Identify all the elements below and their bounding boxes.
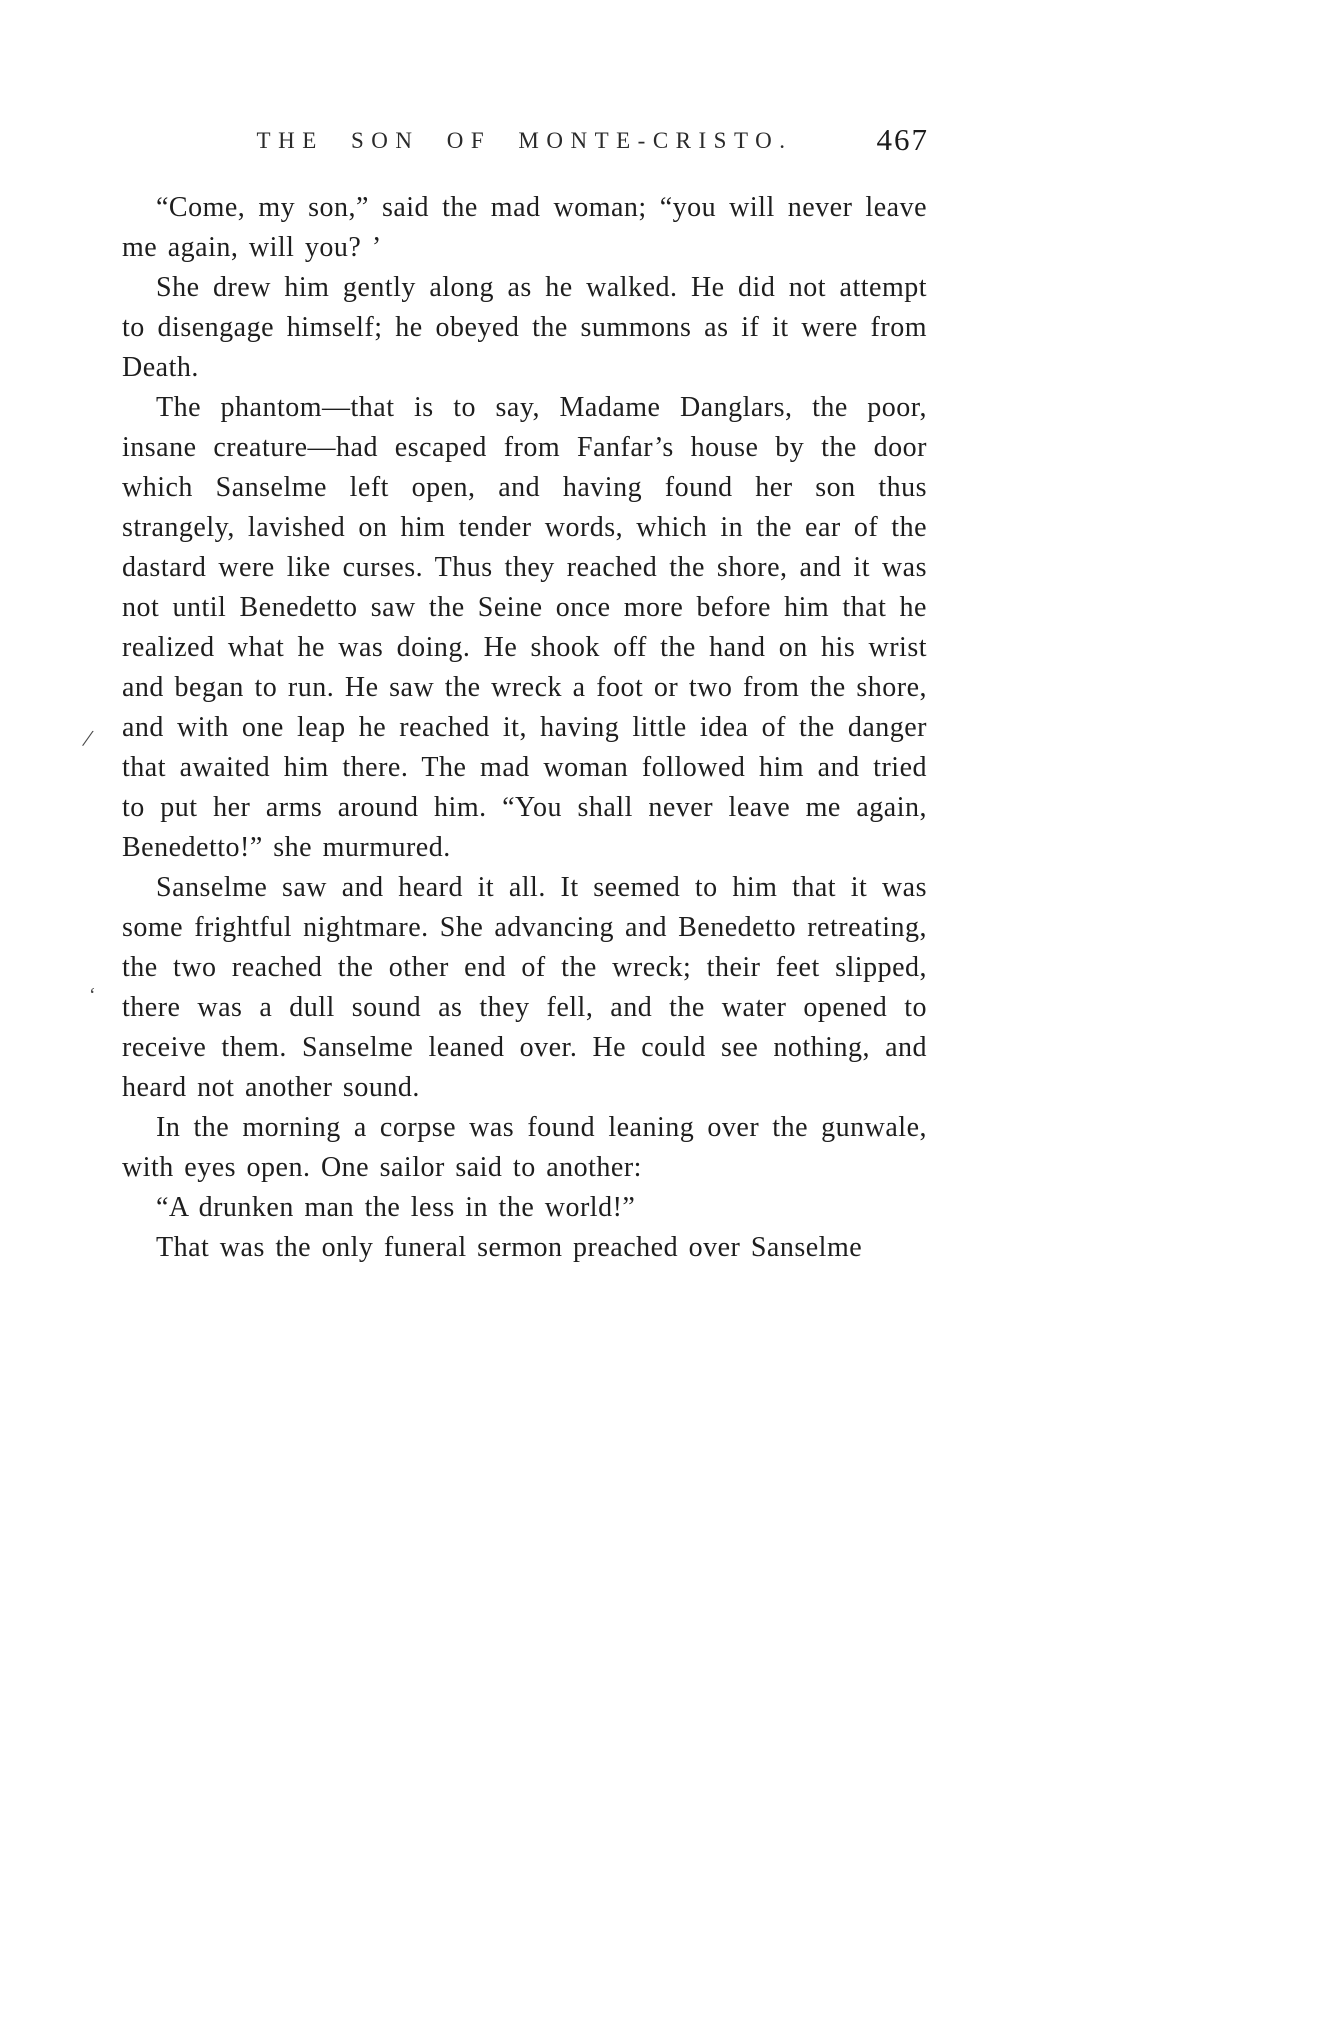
margin-stray-mark-slash: /: [82, 725, 93, 753]
paragraph: That was the only funeral sermon preached over Sanselme: [156, 1232, 863, 1263]
page-body: [122, 188, 927, 1268]
paragraph: She drew him gently along as he walked. He did not attempt to disengage himself; he obeyed the summons as if it were from Death.: [122, 272, 927, 383]
paragraph: Sanselme saw and heard it all. It seemed to him that it was some frightful nightmare. She advancing and Benedetto retreating, the two reached the other end of the wreck; their feet slipped, there was a dull sound as they fell, and the water opened to receive them. Sanselme leaned over. He could see nothing, and heard not another sound.: [122, 872, 927, 1103]
page-number: 467: [863, 122, 930, 158]
paragraph: In the morning a corpse was found leaning over the gunwale, with eyes open. One sailor said to another:: [122, 1112, 927, 1183]
running-title: THE SON OF MONTE-CRISTO.: [256, 128, 793, 153]
margin-stray-mark-tick: ‘: [88, 984, 95, 1006]
page-header: [122, 124, 927, 164]
paragraph: “Come, my son,” said the mad woman; “you will never leave me again, will you? ’: [122, 192, 927, 263]
paragraph: The phantom—that is to say, Madame Danglars, the poor, insane creature—had escaped from Fanfar’s house by the door which Sanselme left open, and having found her son thus strangely, lavished on him tender words, which in the ear of the dastard were like curses. Thus they reached the shore, and it was not until Benedetto saw the Seine once more before him that he realized what he was doing. He shook off the hand on his wrist and began to run. He saw the wreck a foot or two from the shore, and with one leap he reached it, having little idea of the danger that awaited him there. The mad woman followed him and tried to put her arms around him. “You shall never leave me again, Benedetto!” she murmured.: [122, 392, 927, 863]
paragraph: “A drunken man the less in the world!”: [156, 1192, 636, 1223]
